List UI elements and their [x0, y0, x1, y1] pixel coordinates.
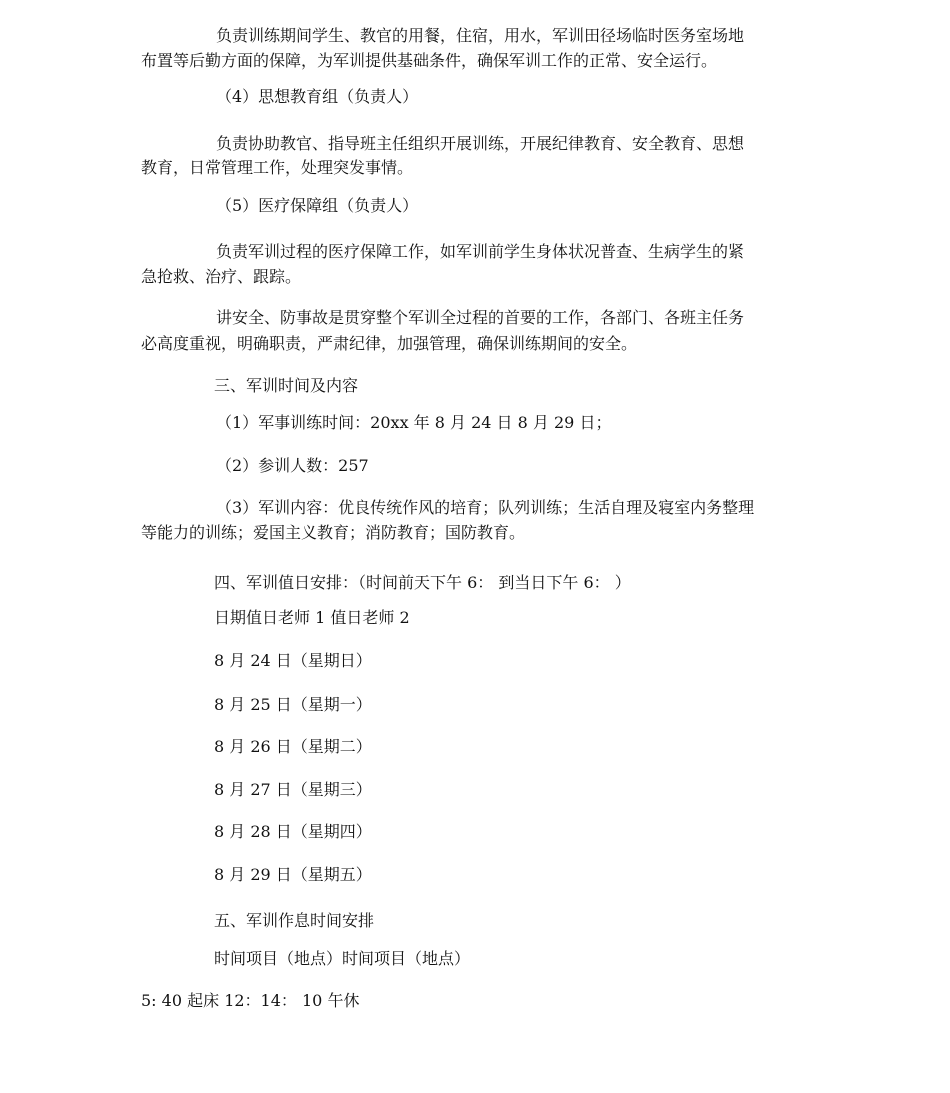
- paragraph-line: 布置等后勤方面的保障，为军训提供基础条件，确保军训工作的正常、安全运行。: [141, 51, 718, 70]
- paragraph-line: 急抢救、治疗、跟踪。: [141, 267, 302, 286]
- duty-date: 8 月 29 日（星期五）: [214, 865, 372, 884]
- paragraph-line: 负责协助教官、指导班主任组织开展训练，开展纪律教育、安全教育、思想: [216, 134, 745, 153]
- duty-date: 8 月 28 日（星期四）: [214, 822, 372, 841]
- section-heading-schedule: 五、军训作息时间安排: [214, 911, 375, 930]
- duty-date: 8 月 24 日（星期日）: [214, 651, 372, 670]
- duty-table-header: 日期值日老师 1 值日老师 2: [214, 608, 410, 627]
- section-heading-duty: 四、军训值日安排：（时间前天下午 6： 到当日下午 6： ）: [214, 573, 631, 592]
- group-heading-ideology: （4）思想教育组（负责人）: [216, 87, 419, 106]
- training-time-item: （1）军事训练时间：20xx 年 8 月 24 日 8 月 29 日；: [216, 413, 612, 432]
- paragraph-line: （3）军训内容：优良传统作风的培育；队列训练；生活自理及寝室内务整理: [216, 498, 755, 517]
- paragraph-line: 讲安全、防事故是贯穿整个军训全过程的首要的工作，各部门、各班主任务: [216, 308, 745, 327]
- paragraph-line: 必高度重视，明确职责，严肃纪律，加强管理，确保训练期间的安全。: [141, 334, 638, 353]
- paragraph-line: 负责军训过程的医疗保障工作，如军训前学生身体状况普查、生病学生的紧: [216, 242, 745, 261]
- duty-date: 8 月 26 日（星期二）: [214, 737, 372, 756]
- duty-date: 8 月 25 日（星期一）: [214, 695, 372, 714]
- schedule-table-header: 时间项目（地点）时间项目（地点）: [214, 949, 471, 968]
- schedule-row: 5: 40 起床 12：14： 10 午休: [141, 991, 360, 1010]
- paragraph-line: 负责训练期间学生、教官的用餐，住宿，用水，军训田径场临时医务室场地: [216, 26, 745, 45]
- participants-item: （2）参训人数：257: [216, 456, 369, 475]
- paragraph-line: 教育，日常管理工作，处理突发事情。: [141, 158, 414, 177]
- duty-date: 8 月 27 日（星期三）: [214, 780, 372, 799]
- paragraph-line: 等能力的训练；爱国主义教育；消防教育；国防教育。: [141, 523, 526, 542]
- section-heading-time-content: 三、军训时间及内容: [214, 376, 359, 395]
- group-heading-medical: （5）医疗保障组（负责人）: [216, 196, 419, 215]
